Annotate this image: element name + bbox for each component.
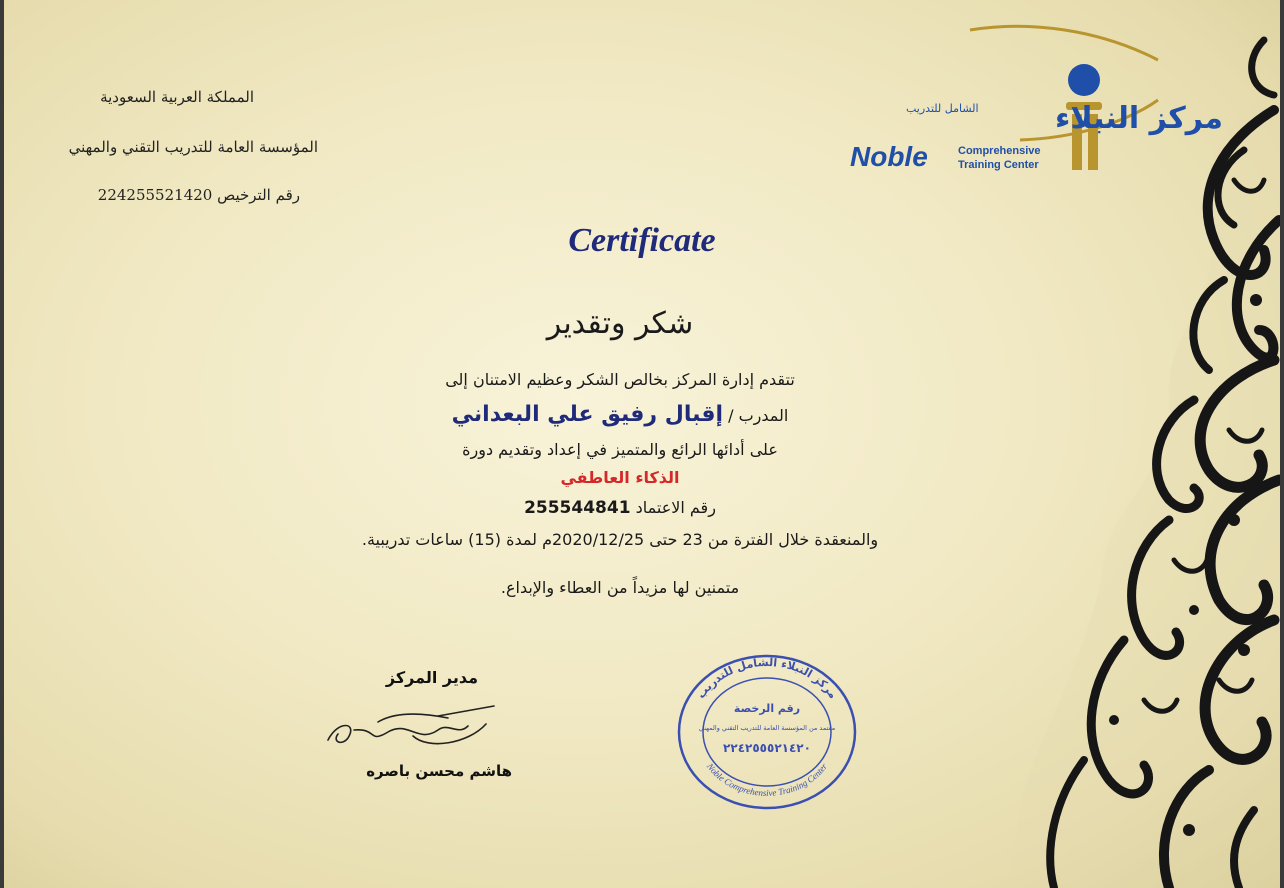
closing-line: متمنين لها مزيداً من العطاء والإبداع. (500, 578, 740, 597)
body-line-period: والمنعقدة خلال الفترة من 23 حتى 2020/12/25م لمدة (15) ساعات تدريبية. (361, 530, 879, 549)
trainer-label: المدرب / (728, 406, 789, 425)
header-license (98, 186, 300, 204)
course-name: الذكاء العاطفي (560, 468, 680, 487)
accreditation-line (300, 498, 940, 518)
left-frame-edge (0, 0, 4, 888)
header-organization: المؤسسة العامة للتدريب التقني والمهني (68, 138, 318, 156)
signature-name: هاشم محسن باصره (366, 762, 512, 780)
accreditation-label: رقم الاعتماد (635, 498, 716, 517)
certificate-title: Certificate (568, 222, 716, 259)
stamp-sub: معتمد من المؤسسة العامة للتدريب التقني والمهني (698, 724, 836, 732)
stamp-outer-ring (679, 656, 855, 808)
stamp-inner-ring (703, 678, 831, 786)
noble-logo (840, 20, 1223, 180)
trainer-name: إقبال رفيق علي البعداني (451, 402, 724, 427)
stamp-label: رقم الرخصة (733, 702, 801, 715)
body-line-intro: تتقدم إدارة المركز بخالص الشكر وعظيم الامتنان إلى (445, 370, 795, 389)
logo-english-sub2: Training Center (958, 159, 1039, 171)
license-label: رقم الترخيص (217, 186, 300, 204)
signature-title: مدير المركز (385, 668, 478, 687)
license-number: 224255521420 (97, 186, 213, 204)
title-arabic: شكر وتقدير (546, 306, 694, 341)
stamp-english-text: Noble Comprehensive Training Center (704, 761, 830, 798)
logo-english-name: Noble (850, 141, 928, 172)
stamp-outer-text: مركز النبلاء الشامل للتدريب (694, 655, 840, 701)
logo-english-sub1: Comprehensive (958, 145, 1041, 157)
official-stamp (672, 652, 862, 812)
header-kingdom: المملكة العربية السعودية (100, 88, 254, 106)
trainer-line (300, 402, 940, 427)
accreditation-number: 255544841 (524, 498, 631, 518)
stamp-number: ٢٢٤٢٥٥٥٢١٤٢٠ (723, 741, 811, 755)
handwritten-signature (318, 700, 508, 760)
logo-arc-top (970, 26, 1158, 60)
logo-arabic-sub: الشامل للتدريب (906, 102, 979, 115)
right-frame-edge (1280, 0, 1284, 888)
logo-person-head (1068, 64, 1100, 96)
body-line-performance: على أدائها الرائع والمتميز في إعداد وتقديم دورة (462, 440, 778, 459)
logo-arabic-name: مركز النبلاء (1055, 101, 1223, 136)
